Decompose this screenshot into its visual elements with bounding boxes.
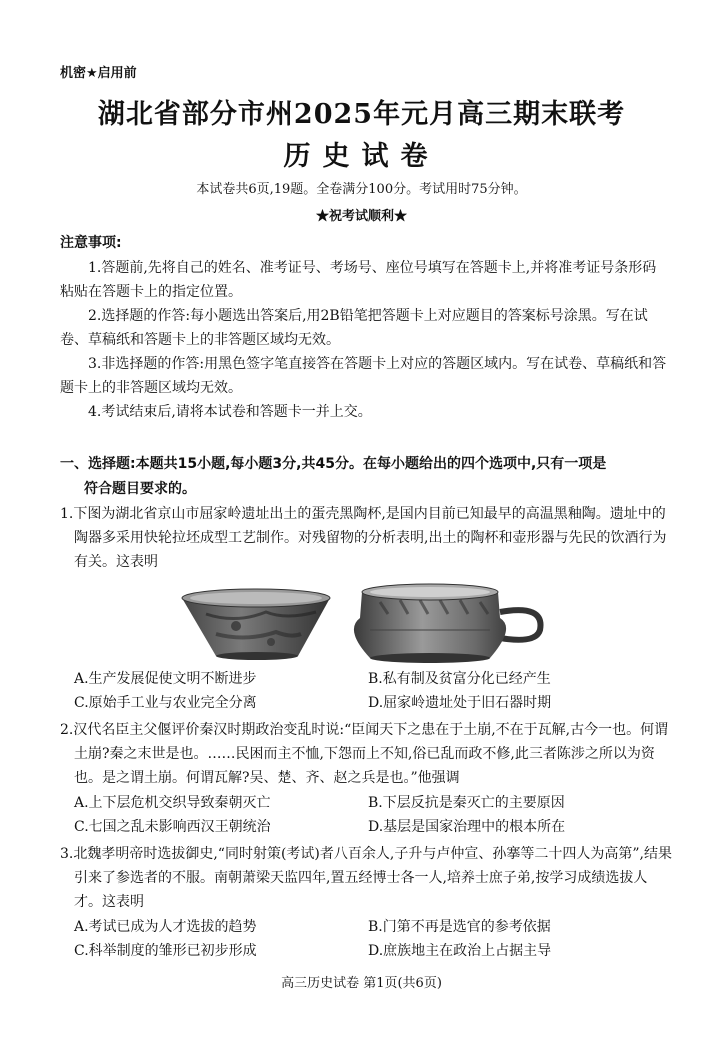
question-stem: 3.北魏孝明帝时选拔御史,“同时射策(考试)者八百余人,子升与卢仲宣、孙搴等二十四人为高第”,结果引来了参选者的不服。南朝萧梁天监四年,置五经博士各一人,培养士庶子弟,按学习成绩选拔人才。这表明 xyxy=(60,846,672,910)
section-heading-line2: 符合题目要求的。 xyxy=(84,481,196,497)
question-stem: 1.下图为湖北省京山市屈家岭遗址出土的蛋壳黑陶杯,是国内目前已知最早的高温黑釉陶。遗址中的陶器多采用快轮拉坯成型工艺制作。对残留物的分析表明,出土的陶杯和壶形器与先民的饮酒行为有关。这表明 xyxy=(60,506,667,570)
option-b[interactable]: B.门第不再是选官的参考依据 xyxy=(368,919,551,935)
option-d[interactable]: D.基层是国家治理中的根本所在 xyxy=(368,819,566,835)
section-heading-line1: 一、选择题:本题共15小题,每小题3分,共45分。在每小题给出的四个选项中,只有一项是 xyxy=(60,456,607,472)
pottery-pot-image xyxy=(340,578,552,668)
option-a[interactable]: A.生产发展促使文明不断进步 xyxy=(74,671,257,687)
page-footer: 高三历史试卷 第1页(共6页) xyxy=(281,976,442,991)
exam-subject: 历史试卷 xyxy=(283,141,440,172)
notes-title: 注意事项: xyxy=(60,235,122,251)
question-2 xyxy=(60,718,672,790)
option-b[interactable]: B.私有制及贫富分化已经产生 xyxy=(368,671,551,687)
option-d[interactable]: D.庶族地主在政治上占据主导 xyxy=(368,943,552,959)
secret-label: 机密★启用前 xyxy=(60,66,137,81)
note-item: 4.考试结束后,请将本试卷和答题卡一并上交。 xyxy=(88,404,372,420)
section-heading xyxy=(60,452,675,502)
option-a[interactable]: A.上下层危机交织导致秦朝灭亡 xyxy=(74,795,271,811)
note-item: 1.答题前,先将自己的姓名、准考证号、考场号、座位号填写在答题卡上,并将准考证号条形码粘贴在答题卡上的指定位置。 xyxy=(60,260,657,300)
question-1 xyxy=(60,502,672,574)
exam-title: 湖北省部分市州2025年元月高三期末联考 xyxy=(97,99,626,130)
exam-info: 本试卷共6页,19题。全卷满分100分。考试用时75分钟。 xyxy=(196,182,527,197)
option-c[interactable]: C.科举制度的雏形已初步形成 xyxy=(74,943,257,959)
good-luck-line: ★祝考试顺利★ xyxy=(315,209,407,224)
option-a[interactable]: A.考试已成为人才选拔的趋势 xyxy=(74,919,257,935)
question-stem: 2.汉代名臣主父偃评价秦汉时期政治变乱时说:“臣闻天下之患在于土崩,不在于瓦解,古今一也。何谓土崩?秦之末世是也。……民困而主不恤,下怨而上不知,俗已乱而政不修,此三者陈涉之所以为资也。是之谓土崩。何谓瓦解?吴、楚、齐、赵之兵是也。”他强调 xyxy=(60,722,669,786)
note-item: 3.非选择题的作答:用黑色签字笔直接答在答题卡上对应的答题区域内。写在试卷、草稿纸和答题卡上的非答题区域均无效。 xyxy=(60,356,667,396)
note-item: 2.选择题的作答:每小题选出答案后,用2B铅笔把答题卡上对应题目的答案标号涂黑。写在试卷、草稿纸和答题卡上的非答题区域均无效。 xyxy=(60,308,648,348)
pottery-cup-image xyxy=(176,584,336,668)
option-d[interactable]: D.屈家岭遗址处于旧石器时期 xyxy=(368,695,552,711)
option-c[interactable]: C.原始手工业与农业完全分离 xyxy=(74,695,257,711)
option-c[interactable]: C.七国之乱未影响西汉王朝统治 xyxy=(74,819,271,835)
question-3 xyxy=(60,842,672,914)
option-b[interactable]: B.下层反抗是秦灭亡的主要原因 xyxy=(368,795,565,811)
